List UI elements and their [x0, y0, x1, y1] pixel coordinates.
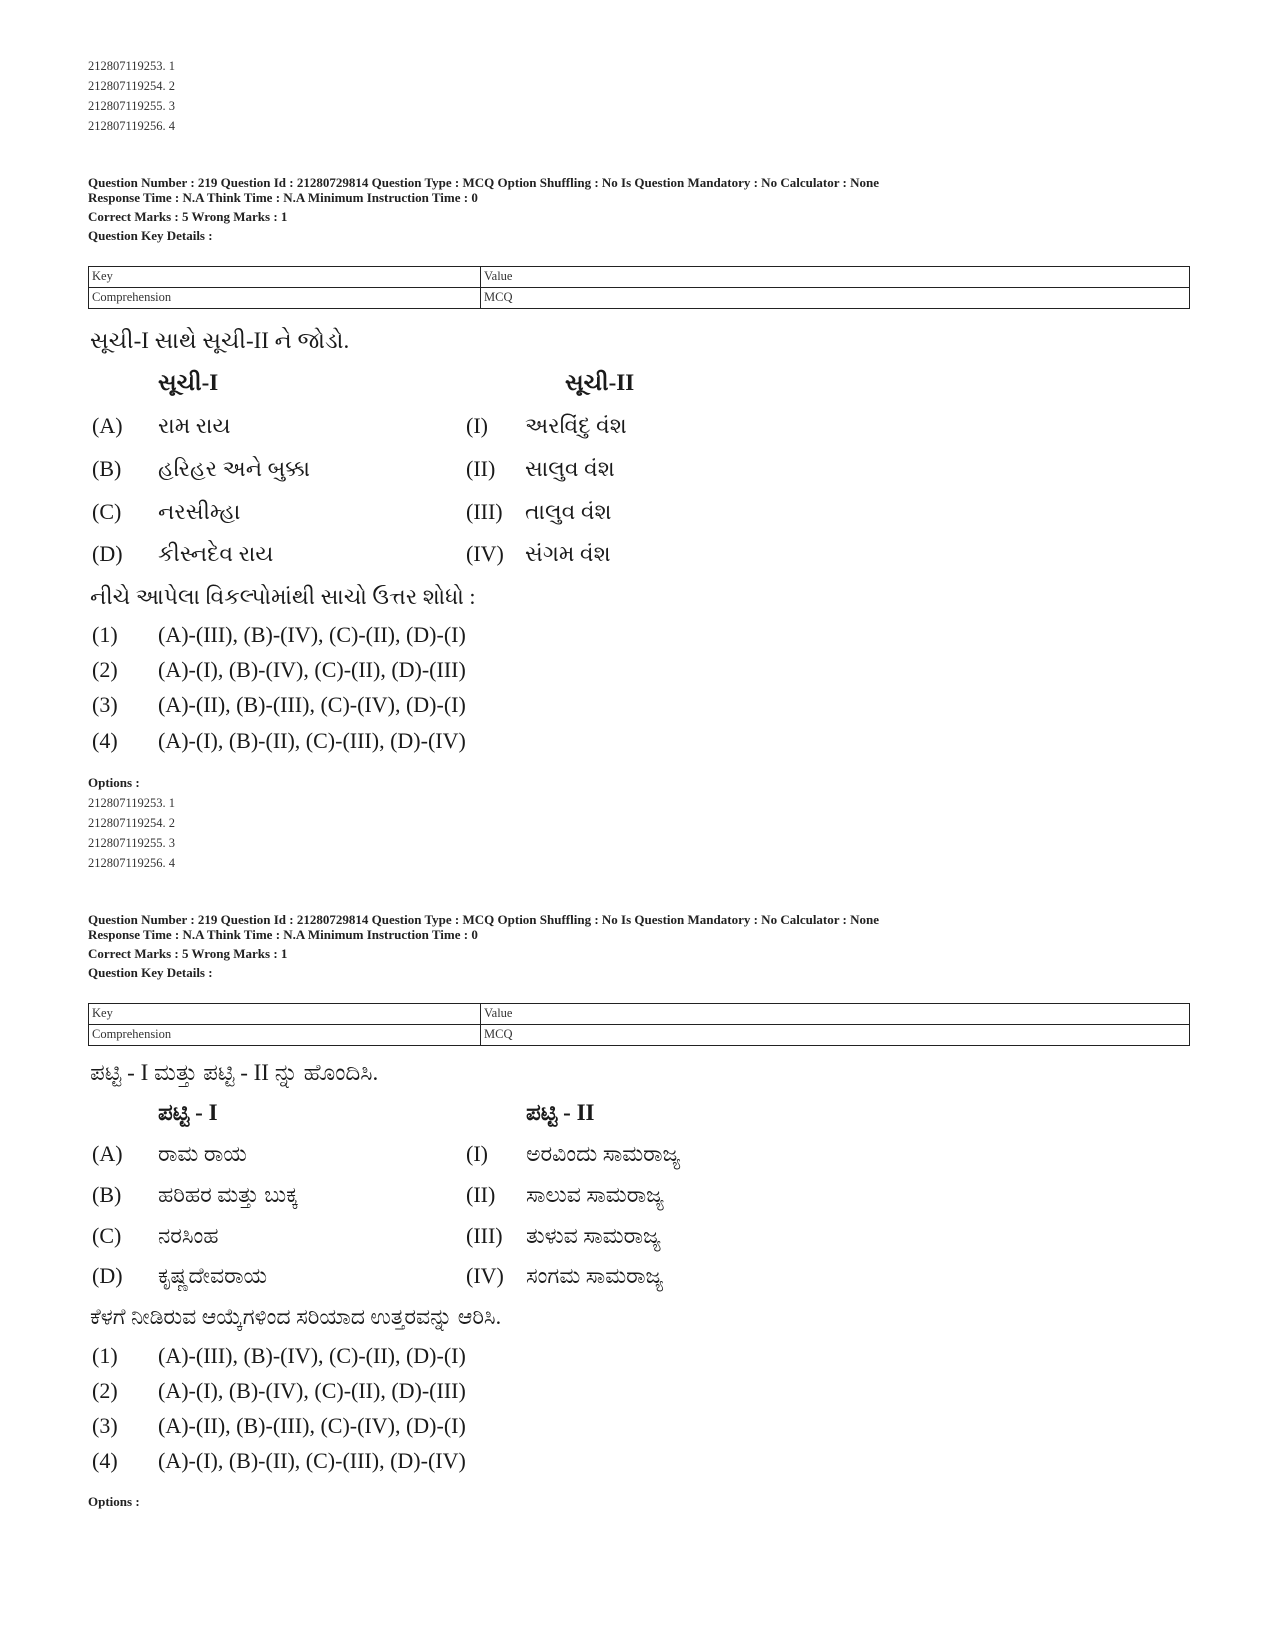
row-label-left: (D)	[92, 1263, 123, 1288]
value-cell: MCQ	[481, 1025, 1190, 1046]
choice-text: (A)-(I), (B)-(IV), (C)-(II), (D)-(III)	[158, 1378, 466, 1403]
row-text-left: ಕೃಷ್ಣದೇವರಾಯ	[158, 1263, 268, 1288]
list2-header: સૂચી-II	[565, 370, 635, 395]
choice-text: (A)-(II), (B)-(III), (C)-(IV), (D)-(I)	[158, 1413, 466, 1438]
row-text-left: કીસ્નદેવ રાય	[158, 541, 274, 566]
top-option-id: 212807119255. 3	[88, 99, 176, 113]
question-meta	[88, 912, 1188, 980]
row-label-left: (B)	[92, 456, 122, 481]
choice-number: (2)	[92, 657, 118, 682]
top-option-id: 212807119253. 1	[88, 59, 176, 73]
key-details-table	[88, 266, 1190, 309]
row-label-right: (IV)	[466, 541, 504, 566]
list1-header: સૂચી-I	[158, 370, 219, 395]
instruction-text: ಕೆಳಗೆ ನೀಡಿರುವ ಆಯ್ಕೆಗಳಿಂದ ಸರಿಯಾದ ಉತ್ತರವನ್ನು ಆರಿಸಿ.	[90, 1304, 502, 1329]
choice-number: (4)	[92, 1448, 118, 1473]
row-label-left: (B)	[92, 1182, 122, 1207]
choice-number: (1)	[92, 622, 118, 647]
choice-number: (1)	[92, 1343, 118, 1368]
row-label-right: (III)	[466, 499, 503, 524]
key-header: Key	[89, 267, 481, 288]
key-details-table	[88, 1003, 1190, 1046]
row-label-left: (A)	[92, 1141, 123, 1166]
marks-line: Correct Marks : 5 Wrong Marks : 1	[88, 209, 288, 224]
row-text-right: તાલુવ વંશ	[525, 499, 612, 524]
top-option-id: 212807119256. 4	[88, 119, 176, 133]
option-id: 212807119254. 2	[88, 816, 176, 830]
instruction-text: નીચે આપેલા વિકલ્પોમાંથી સાચો ઉત્તર શોધો :	[90, 584, 476, 609]
value-header: Value	[481, 267, 1190, 288]
row-text-right: ಸಾಲುವ ಸಾಮರಾಜ್ಯ	[526, 1182, 664, 1207]
row-label-right: (I)	[466, 413, 488, 438]
meta-line-2: Response Time : N.A Think Time : N.A Minimum Instruction Time : 0	[88, 927, 478, 942]
choice-text: (A)-(I), (B)-(II), (C)-(III), (D)-(IV)	[158, 1448, 466, 1473]
key-cell: Comprehension	[89, 1025, 481, 1046]
row-text-left: ರಾಮ ರಾಯ	[158, 1141, 247, 1166]
row-text-left: ನರಸಿಂಹ	[158, 1223, 219, 1248]
choice-number: (4)	[92, 728, 118, 753]
option-id: 212807119255. 3	[88, 836, 176, 850]
choice-number: (3)	[92, 692, 118, 717]
meta-line-2: Response Time : N.A Think Time : N.A Minimum Instruction Time : 0	[88, 190, 478, 205]
row-label-right: (I)	[466, 1141, 488, 1166]
question-text: ಪಟ್ಟಿ - I ಮತ್ತು ಪಟ್ಟಿ - II ನ್ನು ಹೊಂದಿಸಿ.	[90, 1060, 379, 1085]
choice-text: (A)-(III), (B)-(IV), (C)-(II), (D)-(I)	[158, 1343, 466, 1368]
row-text-right: સાલુવ વંશ	[525, 456, 615, 481]
row-text-left: રામ રાય	[158, 413, 231, 438]
row-text-right: ತುಳುವ ಸಾಮರಾಜ್ಯ	[526, 1223, 661, 1248]
key-cell: Comprehension	[89, 288, 481, 309]
question-text: સૂચી-I સાથે સૂચી-II ને જોડો.	[90, 328, 350, 353]
row-text-right: સંગમ વંશ	[525, 541, 611, 566]
choice-number: (3)	[92, 1413, 118, 1438]
choice-number: (2)	[92, 1378, 118, 1403]
row-label-left: (C)	[92, 499, 122, 524]
list2-header: ಪಟ್ಟಿ - II	[526, 1100, 595, 1125]
meta-line-1: Question Number : 219 Question Id : 21280729814 Question Type : MCQ Option Shuffling : No Is Question Mandatory : No Calculator : None	[88, 175, 880, 190]
row-text-left: હરિહર અને બુક્કા	[158, 456, 311, 481]
choice-text: (A)-(I), (B)-(II), (C)-(III), (D)-(IV)	[158, 728, 466, 753]
row-text-right: ಸಂಗಮ ಸಾಮರಾಜ್ಯ	[526, 1263, 664, 1288]
value-cell: MCQ	[481, 288, 1190, 309]
row-text-right: ಅರವಿಂದು ಸಾಮರಾಜ್ಯ	[526, 1141, 681, 1166]
row-label-right: (III)	[466, 1223, 503, 1248]
key-details-label: Question Key Details :	[88, 228, 213, 243]
choice-text: (A)-(I), (B)-(IV), (C)-(II), (D)-(III)	[158, 657, 466, 682]
option-id: 212807119253. 1	[88, 796, 176, 810]
row-label-right: (II)	[466, 1182, 496, 1207]
row-text-right: અરવિંદુ વંશ	[525, 413, 627, 438]
meta-line-1: Question Number : 219 Question Id : 21280729814 Question Type : MCQ Option Shuffling : No Is Question Mandatory : No Calculator : None	[88, 912, 880, 927]
key-details-label: Question Key Details :	[88, 965, 213, 980]
question-meta	[88, 175, 1188, 243]
row-label-right: (II)	[466, 456, 496, 481]
list1-header: ಪಟ್ಟಿ - I	[158, 1100, 218, 1125]
row-label-left: (C)	[92, 1223, 122, 1248]
row-label-right: (IV)	[466, 1263, 504, 1288]
options-label: Options :	[88, 775, 140, 790]
choice-text: (A)-(II), (B)-(III), (C)-(IV), (D)-(I)	[158, 692, 466, 717]
key-header: Key	[89, 1004, 481, 1025]
row-text-left: ಹರಿಹರ ಮತ್ತು ಬುಕ್ಕ	[158, 1182, 299, 1207]
option-id: 212807119256. 4	[88, 856, 176, 870]
row-label-left: (A)	[92, 413, 123, 438]
options-label: Options :	[88, 1494, 140, 1509]
row-label-left: (D)	[92, 541, 123, 566]
choice-text: (A)-(III), (B)-(IV), (C)-(II), (D)-(I)	[158, 622, 466, 647]
row-text-left: નરસીમ્હા	[158, 499, 241, 524]
top-option-id: 212807119254. 2	[88, 79, 176, 93]
marks-line: Correct Marks : 5 Wrong Marks : 1	[88, 946, 288, 961]
value-header: Value	[481, 1004, 1190, 1025]
